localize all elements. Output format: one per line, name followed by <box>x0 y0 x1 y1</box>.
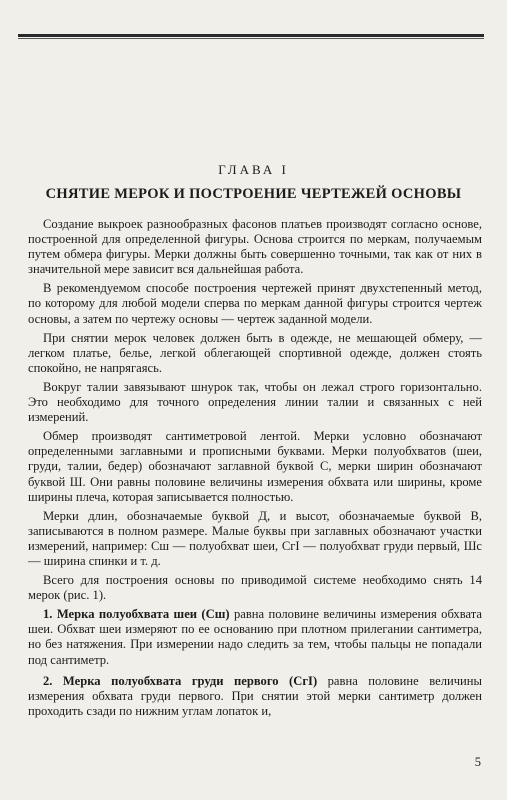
paragraph: Обмер производят сантиметровой лентой. Мерки условно обозначают определенными заглавными и прописными буквами. Мерки полуобхватов (шеи, груди, талии, бедер) обозначают заглавной буквой С, мерки ширин обозначают буквой Ш. Они равны половине величины измерения обхвата или ширины, кроме ширины плеча, которая записывается полностью. <box>28 429 482 504</box>
paragraph: При снятии мерок человек должен быть в одежде, не мешающей обмеру, — легком платье, белье, легкой облегающей спортивной одежде, должен стоять спокойно, не напрягаясь. <box>28 330 482 375</box>
paragraph: Вокруг талии завязывают шнурок так, чтобы он лежал строго горизонтально. Это необходимо для точного определения линии талии и связанных с ней измерений. <box>28 379 482 425</box>
paragraph: Всего для построения основы по приводимой системе необходимо снять 14 мерок (рис. 1). <box>28 573 482 603</box>
numbered-rest: равна половине величины измерения обхвата груди первого. При снятии этой мерки сантиметр должен проходить сзади по нижним углам лопаток и, <box>28 673 482 718</box>
chapter-title: СНЯТИЕ МЕРОК И ПОСТРОЕНИЕ ЧЕРТЕЖЕЙ ОСНОВЫ <box>45 186 462 202</box>
numbered-lead: 1. Мерка полуобхвата шеи (Сш) <box>43 607 230 622</box>
numbered-lead: 2. Мерка полуобхвата груди первого (СгI) <box>43 673 318 688</box>
top-rule <box>18 34 484 37</box>
body-text <box>28 217 482 725</box>
paragraph: Создание выкроек разнообразных фасонов платьев производят согласно основе, построенной для определенной фигуры. Основа строится по меркам, получаемым путем обмера фигуры. Мерки должны быть совершенно точными, так как от них в значительной мере зависит вся дальнейшая работа. <box>28 217 482 277</box>
numbered-paragraph <box>28 674 482 719</box>
numbered-rest: равна половине величины измерения обхвата шеи. Обхват шеи измеряют по ее основанию при плотном прилегании сантиметра, но без натяжения. При измерении надо следить за тем, чтобы пальцы не попадали под сантиметр. <box>28 607 482 667</box>
paragraph: В рекомендуемом способе построения чертежей принят двухстепенный метод, по которому для любой модели сперва по меркам данной фигуры строится чертеж основы, а затем по чертежу основы — чертеж заданной модели. <box>28 281 482 326</box>
numbered-paragraph <box>28 607 482 667</box>
chapter-label: ГЛАВА I <box>218 162 289 177</box>
paragraph: Мерки длин, обозначаемые буквой Д, и высот, обозначаемые буквой В, записываются в полном размере. Малые буквы при заглавных обозначают участки измерений, например: Сш — полуобхват шеи, СгI — полуобхват груди первый, Шс — ширина спинки и т. д. <box>28 508 482 568</box>
page-number: 5 <box>474 755 481 769</box>
